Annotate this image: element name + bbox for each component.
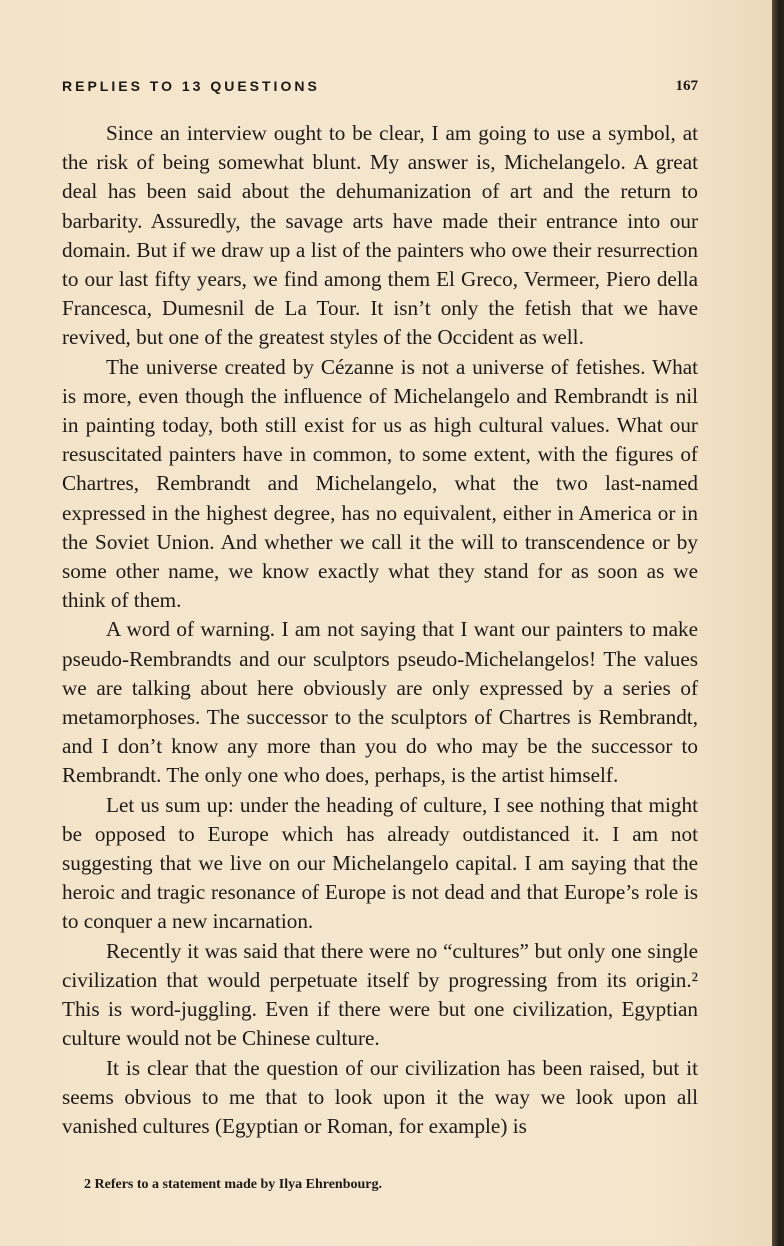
body-text [62, 119, 698, 1141]
chapter-title: REPLIES TO 13 QUESTIONS [62, 78, 320, 94]
paragraph: Let us sum up: under the heading of culture, I see nothing that might be opposed to Europe which has already outdistanced it. I am not suggesting that we live on our Michelangelo capital. I am saying that the heroic and tragic resonance of Europe is not dead and that Europe’s role is to conquer a new incarnation. [62, 792, 698, 934]
footnote: 2 Refers to a statement made by Ilya Ehrenbourg. [84, 1177, 382, 1192]
page-edge-shadow [772, 0, 784, 1246]
paragraph: Since an interview ought to be clear, I am going to use a symbol, at the risk of being somewhat blunt. My answer is, Michelangelo. A great deal has been said about the dehumanization of art and the return to barbarity. Assuredly, the savage arts have made their entrance into our domain. But if we draw up a list of the painters who owe their resurrection to our last fifty years, we find among them El Greco, Vermeer, Piero della Francesca, Dumesnil de La Tour. It isn’t only the fetish that we have revived, but one of the greatest styles of the Occident as well. [62, 121, 698, 350]
paragraph: Recently it was said that there were no “cultures” but only one single civilization that would perpetuate itself by progressing from its origin.² This is word-juggling. Even if there were but one civilization, Egyptian culture would not be Chinese culture. [62, 938, 698, 1051]
paragraph: A word of warning. I am not saying that I want our painters to make pseudo-Rembrandts and our sculptors pseudo-Michelangelos! The values we are talking about here obviously are only expressed by a series of metamorphoses. The successor to the sculptors of Chartres is Rembrandt, and I don’t know any more than you do who may be the successor to Rembrandt. The only one who does, perhaps, is the artist himself. [62, 617, 698, 788]
paragraph: It is clear that the question of our civilization has been raised, but it seems obvious to me that to look upon it the way we look upon all vanished cultures (Egyptian or Roman, for example) is [62, 1055, 698, 1138]
running-head [62, 78, 698, 102]
paragraph: The universe created by Cézanne is not a universe of fetishes. What is more, even though the influence of Michelangelo and Rembrandt is nil in painting today, both still exist for us as high cultural values. What our resuscitated painters have in common, to some extent, with the figures of Chartres, Rembrandt and Michelangelo, what the two last-named expressed in the highest degree, has no equivalent, either in America or in the Soviet Union. And whether we call it the will to transcendence or by some other name, we know exactly what they stand for as soon as we think of them. [62, 354, 698, 613]
page-number: 167 [675, 78, 698, 94]
